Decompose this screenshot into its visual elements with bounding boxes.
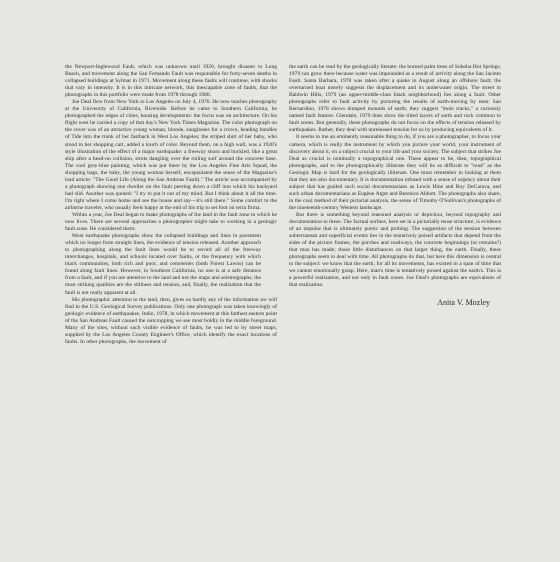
right-column <box>289 64 501 306</box>
block-quote: Most earthquake photographs show the collapsed buildings and lines in pavement which no longer form straight lines, the evidence of tension released. Another approach to photographing along the fault lines would be to record all of the freeway interchanges, hospitals, and schools located over faults, or the frequency with which black communities, both rich and poor, and cemeteries (both Forest Lawns) can be found along fault lines. However, in Southern California, no one is at a safe distance from a fault, and if you are attentive to the land and not the maps and seismographs, the most striking qualities are the stillness and tension, and, finally, the realization that the fault is not really apparent at all. <box>65 233 261 296</box>
paragraph: His photographic attention to the land, then, gives us hardly any of the information we will find in the U.S. Geological Survey publications. Only one photograph was taken knowingly of geologic evidence of earthquakes. Indio, 1978, in which movement at this farthest eastern point of the San Andreas Fault caused the outcropping we see most boldly in the middle foreground. Many of the sites, without such visible evidence of faults, he was led to by street maps, supplied by the Los Angeles County Engineer's Office, which identify the exact locations of faults. In other photographs, the movement of <box>65 296 277 345</box>
paragraph: But there is something beyond reasoned analysis or depiction, beyond topography and documentation to these. The factual surface, here set in a pictorially tense structure, is evidence of an impulse that is ultimately poetic and probing. The suggestion of the tension between subterranean and superficial events lies in the tentatively poised artifacts that depend from the sides of the picture frames, the porches and roadways, the concrete beginnings (or remains?) that man has made; those little disturbances on that larger thing, the earth. Finally, these photographs seem to deal with time. All photographs do that, but here this dimension is central to the subject: we know that the earth, for all its movements, has existed in a span of time that we cannot emotionally grasp. Here, man's time is tentatively poised against the earth's. This is a powerful realization, and not only in fault zones. Joe Deal's photographs are equivalents of that realization. <box>289 211 501 289</box>
paragraph: the earth can be read by the geologically literate: the burned palm trees of Soboba Hot Springs, 1979 can grow there because water was impounded as a result of activity along the San Jacinto Fault. Santa Barbara, 1978 was taken after a quake in August along an offshore fault; the overturned boat merely suggests the displacement and its underwater origin. The street in Baldwin Hills, 1979 (an upper-middle-class black neighborhood) lies along a fault. Other photographs refer to fault activity by picturing the results of earth-moving by men: San Bernardino, 1978 shows dumped mounds of earth; they suggest "mole tracks," a curiously named fault feature. Glendale, 1979 does show the tilted layers of earth and rock common to fault zones. But generally, these photographs do not focus on the effects of tension released by earthquakes. Rather, they deal with unreleased tension for us by producing equivalents of it. <box>289 64 501 134</box>
paragraph: Within a year, Joe Deal began to make photographs of the land in the fault zone in which he now lives. There are several approaches a photographer might take to working in a geologic fault zone. He considered them: <box>65 211 277 233</box>
author-signature: Anita V. Mozley <box>437 297 490 307</box>
paragraph: It seems to me an eminently reasonable thing to do, if you are a photographer, to focus your camera, which is really the instrument by which you picture your world, your instrument of discovery about it, on a subject crucial to your life and your society. The subject that strikes Joe Deal as crucial is nominally a topographical one. These appear to be, then, topographical photographs, and to the photographically illiterate they will be as difficult to "read" as the Geologic Map is hard for the geologically illiterate. One must remember in looking at them that they are also documentary. It is documentation infused with a sense of urgency about their subject that has guided such social documentarians as Lewis Hine and Roy DeCarava, and such urban documentarians as Eugène Atget and Berenice Abbott. The photographs also share, in the cool method of their pictorial analysis, the sense of Timothy O'Sullivan's photographs of the nineteenth-century Western landscape. <box>289 134 501 211</box>
paragraph: Joe Deal flew from New York to Los Angeles on July 4, 1976. He now teaches photography at the University of California, Riverside. Before he came to Southern California, he photographed the edges of cities, housing developments: the focus was on architecture. On his flight west he carried a copy of that day's New York Times Magazine. The color photograph on the cover was of an attractive young woman, blonde, sunglasses for a crown, heading bundles of Tide into the trunk of her fastback in West Los Angeles; the striped shirt of her baby, who stood in her shopping cart, added a touch of color. Beyond them, on a high wall, was a 1920's style illustration of the effect of a major earthquake: a freeway shorn and buckled, like a great ship after a head-on collision, struts dangling over the roiling surf around the concrete base. The cool grey-blue painting, which was put there by the Los Angeles Fine Arts Squad, the shopping bags, the baby, the young woman herself, encapsulated the sense of the Magazine's lead article: "The Good Life (Along the San Andreas Fault)." The article was accompanied by a photograph showing one dweller on the fault peering down a cliff into which his backyard had slid. Another was quoted: "I try to put it out of my mind. But I think about it all the time. I'm right where I come home and see the house and say—it's still there." Some comfort to the airborne traveler, who usually feels happy at the end of his trip to set foot on terra firma. <box>65 99 277 211</box>
paragraph: the Newport-Inglewood Fault, which was unknown until 1920, brought disaster to Long Beach, and movement along the San Fernando Fault was responsible for forty-seven deaths in collapsed buildings at Sylmar in 1971. Movement along these faults will continue, with shocks that vary in intensity. It is in this intricate network, this inescapable zone of faults, that the photographs in this portfolio were made from 1978 through 1980. <box>65 64 277 99</box>
left-column <box>65 64 277 346</box>
